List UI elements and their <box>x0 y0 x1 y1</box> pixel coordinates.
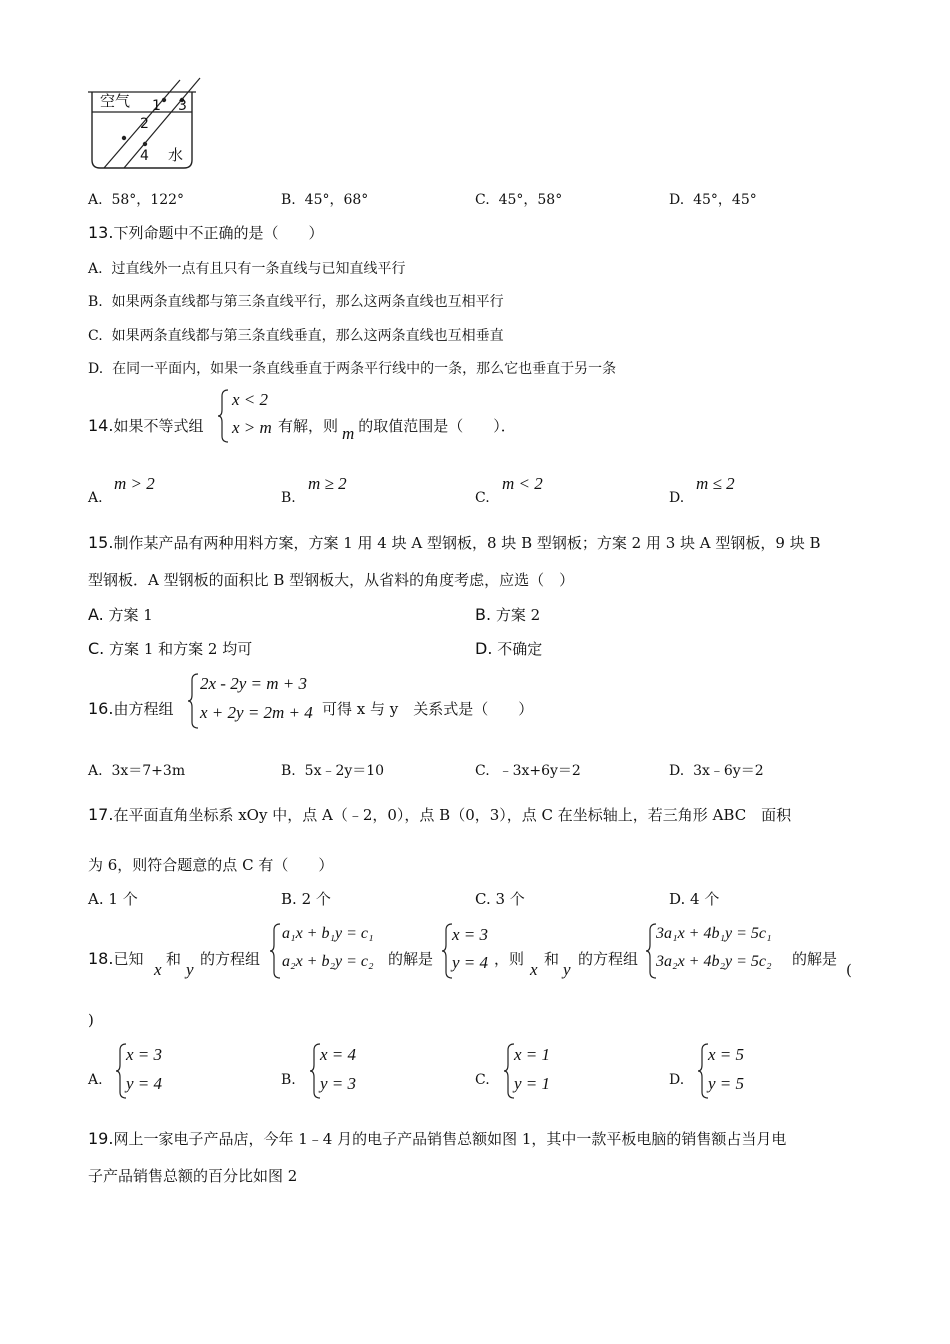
question-text: 已知 <box>113 950 144 968</box>
angle-label-2: 2 <box>140 116 149 132</box>
option-letter: C. <box>475 890 491 908</box>
question-number: 14. <box>88 416 114 435</box>
option-text: 如果两条直线都与第三条直线平行，那么这两条直线也互相平行 <box>111 294 504 310</box>
solution-y: y = 1 <box>514 1074 551 1093</box>
solution-x: x = 4 <box>320 1045 357 1064</box>
q16-stem-rest: 可得 x 与 y 关系式是（ ） <box>322 700 534 718</box>
option-letter: D. <box>669 890 686 908</box>
option-letter: A. <box>88 192 103 208</box>
q14-option-d-text: m ≤ 2 <box>696 474 735 493</box>
q13-option-a[interactable] <box>88 258 405 278</box>
option-letter: D. <box>669 490 685 506</box>
q17-option-b[interactable] <box>281 889 331 909</box>
angle-label-1: 1 <box>152 98 161 114</box>
option-text: 方案 1 <box>108 606 153 624</box>
option-letter: C. <box>475 763 490 779</box>
question-number: 17. <box>88 805 114 824</box>
q14-number <box>88 416 203 436</box>
equation-1: 3a₁x + 4b₁y = 5c₁ <box>656 925 772 942</box>
question-text: ，则 <box>494 950 525 968</box>
angle-label-3: 3 <box>178 98 187 114</box>
option-letter: A. <box>88 890 104 908</box>
q14-option-c-text: m < 2 <box>502 474 543 493</box>
variable-y: y <box>186 960 194 979</box>
option-letter: C. <box>475 490 490 506</box>
equation-1-text: a₁x + b₁y = c₁ <box>282 925 374 942</box>
brace-icon <box>270 922 282 980</box>
solution-x: x = 3 <box>452 925 489 944</box>
option-text: 在同一平面内，如果一条直线垂直于两条平行线中的一条，那么它也垂直于另一条 <box>112 361 617 377</box>
q18-start <box>88 949 143 969</box>
q12-option-b[interactable] <box>281 189 368 209</box>
q18-option-b[interactable]: B. <box>281 1072 296 1088</box>
q16-option-c[interactable] <box>475 760 581 780</box>
option-letter: B. <box>88 294 103 310</box>
q16-option-b[interactable] <box>281 760 384 780</box>
solution-y: y = 5 <box>708 1074 745 1093</box>
solution-x: x = 1 <box>514 1045 551 1064</box>
option-text: 45°，58° <box>498 192 563 208</box>
q18-system-3 <box>646 922 796 980</box>
q14-stem-rest <box>278 416 516 443</box>
question-text: 的方程组 <box>200 950 261 968</box>
option-text: 3x﹣6y＝2 <box>693 763 764 779</box>
option-letter: D. <box>669 192 685 208</box>
q17-option-a[interactable] <box>88 889 138 909</box>
q12-option-a[interactable] <box>88 189 184 209</box>
q17-option-c[interactable] <box>475 889 525 909</box>
q14-inequality-system <box>218 388 278 444</box>
question-number: 19. <box>88 1129 114 1148</box>
solution-y: y = 3 <box>320 1074 357 1093</box>
question-text: 在平面直角坐标系 xOy 中，点 A（﹣2，0），点 B（0，3），点 C 在坐标轴上，若三角形 ABC 面积 <box>113 806 792 824</box>
question-text: 有解，则 <box>278 417 339 435</box>
option-letter: B. <box>281 890 297 908</box>
option-text: 过直线外一点有且只有一条直线与已知直线平行 <box>111 261 406 277</box>
option-text: 3x＝7+3m <box>111 763 186 779</box>
solution-x: x = 3 <box>126 1045 163 1064</box>
option-letter: C. <box>88 639 105 658</box>
option-letter: D. <box>475 639 493 658</box>
q14-option-b[interactable] <box>281 490 296 506</box>
air-label: 空气 <box>100 92 131 110</box>
q18-option-d[interactable]: D. <box>669 1072 685 1088</box>
refraction-diagram <box>84 74 214 174</box>
option-text: 45°，45° <box>693 192 757 208</box>
option-letter: A. <box>88 763 103 779</box>
solution-y: y = 4 <box>126 1074 163 1093</box>
q18-option-b-system <box>310 1042 370 1100</box>
option-letter: A. <box>88 490 103 506</box>
q14-option-a[interactable] <box>88 490 103 506</box>
q15-option-a[interactable] <box>88 605 153 625</box>
option-text: 如果两条直线都与第三条直线垂直，那么这两条直线也互相垂直 <box>111 328 504 344</box>
q15-line1 <box>88 533 821 553</box>
q13-option-d[interactable] <box>88 358 616 378</box>
q18-option-c-system <box>504 1042 564 1100</box>
question-text: 如果不等式组 <box>113 417 204 435</box>
option-text: 不确定 <box>497 640 543 658</box>
q16-option-a[interactable] <box>88 760 185 780</box>
option-letter: A. <box>88 261 103 277</box>
q14-option-b-text: m ≥ 2 <box>308 474 347 493</box>
option-letter: B. <box>475 605 492 624</box>
q14-option-c[interactable] <box>475 490 490 506</box>
q18-system-2 <box>442 922 498 980</box>
q17-line1 <box>88 805 791 825</box>
solution-x: x = 5 <box>708 1045 745 1064</box>
option-text: 方案 1 和方案 2 均可 <box>109 640 253 658</box>
question-text: 由方程组 <box>113 700 174 718</box>
question-number: 13. <box>88 223 114 242</box>
question-text: 下列命题中不正确的是（ ） <box>113 224 324 242</box>
option-letter: D. <box>88 361 104 377</box>
q15-option-d[interactable] <box>475 639 542 659</box>
variable-y: y <box>563 960 571 979</box>
option-letter: B. <box>281 490 296 506</box>
question-text: 和 <box>544 950 560 968</box>
q13-option-c[interactable] <box>88 325 504 345</box>
q18-option-a-system <box>116 1042 176 1100</box>
option-text: 1 个 <box>108 890 138 908</box>
equation-2: x + 2y = 2m + 4 <box>200 703 313 722</box>
q15-option-b[interactable] <box>475 605 540 625</box>
question-text: 网上一家电子产品店，今年 1﹣4 月的电子产品销售总额如图 1，其中一款平板电脑的销售额占当月电 <box>113 1130 787 1148</box>
q15-line2: 型钢板．A 型钢板的面积比 B 型钢板大，从省料的角度考虑，应选（ ） <box>88 571 575 589</box>
question-text: 的取值范围是（ ）． <box>358 417 516 435</box>
option-text: 2 个 <box>301 890 331 908</box>
question-text: 和 <box>166 950 182 968</box>
q18-system-1 <box>270 922 388 980</box>
variable-x: x <box>154 960 162 979</box>
option-text: ﹣3x+6y＝2 <box>498 763 581 779</box>
q12-option-d[interactable] <box>669 189 757 209</box>
answer-paren-close: ) <box>88 1011 94 1029</box>
inequality-1: x < 2 <box>232 390 269 409</box>
question-number: 16. <box>88 699 114 718</box>
option-text: 5x﹣2y＝10 <box>304 763 385 779</box>
q14-option-d[interactable] <box>669 490 684 506</box>
option-letter: C. <box>475 192 490 208</box>
option-letter: B. <box>281 192 296 208</box>
question-text: 的解是 <box>388 950 434 968</box>
q13-option-b[interactable] <box>88 291 504 311</box>
angle-label-4: 4 <box>140 148 149 164</box>
equation-2 <box>282 953 374 971</box>
variable-x: x <box>530 960 538 979</box>
q14-option-a-text: m > 2 <box>114 474 155 493</box>
q18-option-a[interactable]: A. <box>88 1072 103 1088</box>
q17-option-d[interactable] <box>669 889 719 909</box>
water-label: 水 <box>168 146 184 164</box>
q16-stem <box>88 699 173 719</box>
equation-1 <box>282 925 374 943</box>
question-text: 的方程组 <box>578 950 639 968</box>
option-letter: D. <box>669 763 685 779</box>
question-number: 18. <box>88 949 114 968</box>
question-number: 15. <box>88 533 114 552</box>
brace-icon <box>218 388 230 444</box>
q18-option-d-system <box>698 1042 758 1100</box>
q19-line1 <box>88 1129 786 1149</box>
option-text: 45°，68° <box>304 192 369 208</box>
q19-line2: 子产品销售总额的百分比如图 2 <box>88 1167 298 1185</box>
option-letter: A. <box>88 605 104 624</box>
solution-y: y = 4 <box>452 953 489 972</box>
option-text: 3 个 <box>495 890 525 908</box>
brace-icon <box>188 672 200 730</box>
option-text: 方案 2 <box>495 606 541 624</box>
question-text: 的解是 <box>792 950 838 968</box>
option-letter: B. <box>281 763 296 779</box>
q18-option-c[interactable]: C. <box>475 1072 490 1088</box>
q12-option-c[interactable] <box>475 189 562 209</box>
q16-option-d[interactable] <box>669 760 764 780</box>
equation-2: 3a₂x + 4b₂y = 5c₂ <box>656 953 772 970</box>
q17-line2: 为 6，则符合题意的点 C 有（ ） <box>88 856 334 874</box>
refraction-figure <box>84 74 214 174</box>
equation-1: 2x - 2y = m + 3 <box>200 674 307 693</box>
answer-paren-open: ( <box>846 961 852 979</box>
equation-2-text: a₂x + b₂y = c₂ <box>282 953 374 970</box>
variable-m: m <box>342 424 355 443</box>
question-text: 制作某产品有两种用料方案，方案 1 用 4 块 A 型钢板，8 块 B 型钢板；方案 2 用 3 块 A 型钢板，9 块 B <box>113 534 821 552</box>
inequality-2: x > m <box>232 418 272 437</box>
option-letter: C. <box>88 328 103 344</box>
option-text: 4 个 <box>690 890 720 908</box>
option-text: 58°，122° <box>111 192 185 208</box>
q15-option-c[interactable] <box>88 639 252 659</box>
q16-equation-system <box>188 672 323 730</box>
q13-stem <box>88 223 323 243</box>
